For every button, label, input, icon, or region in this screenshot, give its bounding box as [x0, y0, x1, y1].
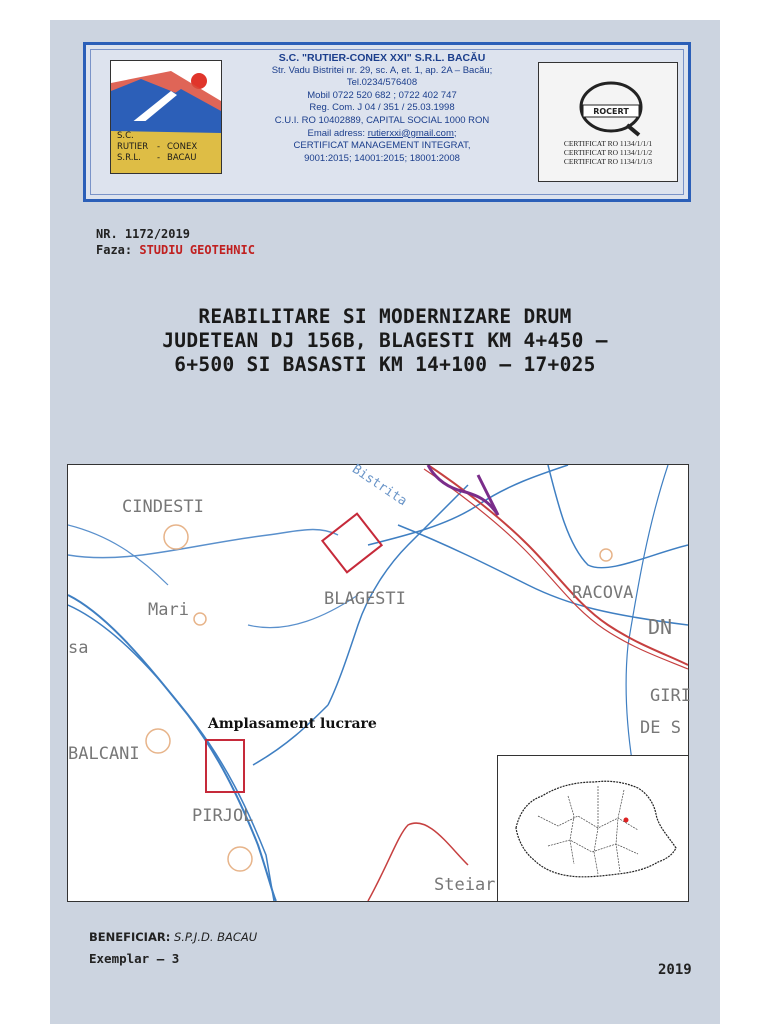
title-line: JUDETEAN DJ 156B, BLAGESTI KM 4+450 – [162, 329, 608, 352]
email-label: Email adress: [307, 127, 366, 139]
certificate-item: CERTIFICAT RO 1134/1/1/2 [563, 148, 653, 157]
phase-label: Faza: [96, 243, 133, 257]
document-year: 2019 [658, 962, 692, 978]
company-cui: C.U.I. RO 10402889, CAPITAL SOCIAL 1000 RON [274, 114, 490, 126]
map-label-steiar: Steiar [434, 875, 496, 895]
logo-text-rutier: RUTIER [117, 142, 149, 152]
title-line: 6+500 SI BASASTI KM 14+100 – 17+025 [174, 353, 596, 376]
company-email-line: Email adress: rutierxxi@gmail.com; [307, 127, 457, 139]
map-label-blagesti: BLAGESTI [324, 589, 406, 609]
email-link[interactable]: rutierxxi@gmail.com [367, 127, 454, 139]
map-label-pirjol: PIRJOL [192, 806, 254, 826]
map-label-bistrita: Bistrita [349, 461, 410, 510]
logo-text-bacau: BACAU [167, 153, 197, 163]
map-label-mari: Mari [148, 600, 189, 620]
project-location-dot [624, 818, 629, 823]
company-mobile: Mobil 0722 520 682 ; 0722 402 747 [307, 89, 457, 101]
logo-text-sc: S.C. [117, 131, 134, 141]
beneficiary-value: S.P.J.D. BACAU [173, 930, 258, 944]
company-logo [110, 60, 222, 174]
copy-number [89, 951, 179, 966]
document-meta [96, 226, 255, 258]
nr-label: NR. [96, 227, 118, 241]
map-label-de-s: DE S [640, 718, 681, 738]
svg-text:-: - [157, 153, 161, 163]
site-label: Amplasament lucrare [208, 716, 377, 732]
romania-inset-map [497, 755, 689, 902]
certificate-item: CERTIFICAT RO 1134/1/1/1 [563, 139, 653, 148]
company-phone: Tel.0234/576408 [346, 77, 418, 89]
rocert-text: ROCERT [593, 107, 629, 116]
company-name: S.C. "RUTIER-CONEX XXI" S.R.L. BACĂU [278, 52, 486, 64]
document-title [95, 305, 675, 377]
copy-label: Exemplar [89, 951, 150, 966]
map-label-balcani: BALCANI [68, 744, 140, 764]
company-reg-com: Reg. Com. J 04 / 351 / 25.03.1998 [309, 102, 455, 114]
company-address: Str. Vadu Bistritei nr. 29, sc. A, et. 1, ap. 2A – Bacău; [271, 64, 493, 76]
map-label-racova: RACOVA [572, 583, 634, 603]
cert-line-1: CERTIFICAT MANAGEMENT INTEGRAT, [293, 140, 471, 152]
nr-value: 1172/2019 [124, 227, 190, 241]
rocert-logo [539, 63, 677, 139]
map-label-giri: GIRI [650, 686, 691, 706]
beneficiary-label: BENEFICIAR: [89, 930, 171, 944]
beneficiary [89, 930, 257, 944]
map-label-sa: sa [68, 638, 89, 658]
certificate-list [539, 139, 677, 166]
phase-value: STUDIU GEOTEHNIC [139, 243, 255, 257]
logo-text-srl: S.R.L. [117, 153, 141, 163]
rocert-certification [538, 62, 678, 182]
company-info [232, 52, 532, 165]
map-label-dn: DN [648, 615, 673, 639]
left-margin [0, 0, 50, 1024]
certificate-item: CERTIFICAT RO 1134/1/1/3 [563, 157, 653, 166]
map-label-cindesti: CINDESTI [122, 497, 204, 517]
svg-text:-: - [157, 142, 161, 152]
logo-text-conex: CONEX [167, 142, 198, 152]
cert-line-2: 9001:2015; 14001:2015; 18001:2008 [304, 152, 460, 164]
copy-value: – 3 [156, 951, 180, 966]
title-line: REABILITARE SI MODERNIZARE DRUM [198, 305, 572, 328]
